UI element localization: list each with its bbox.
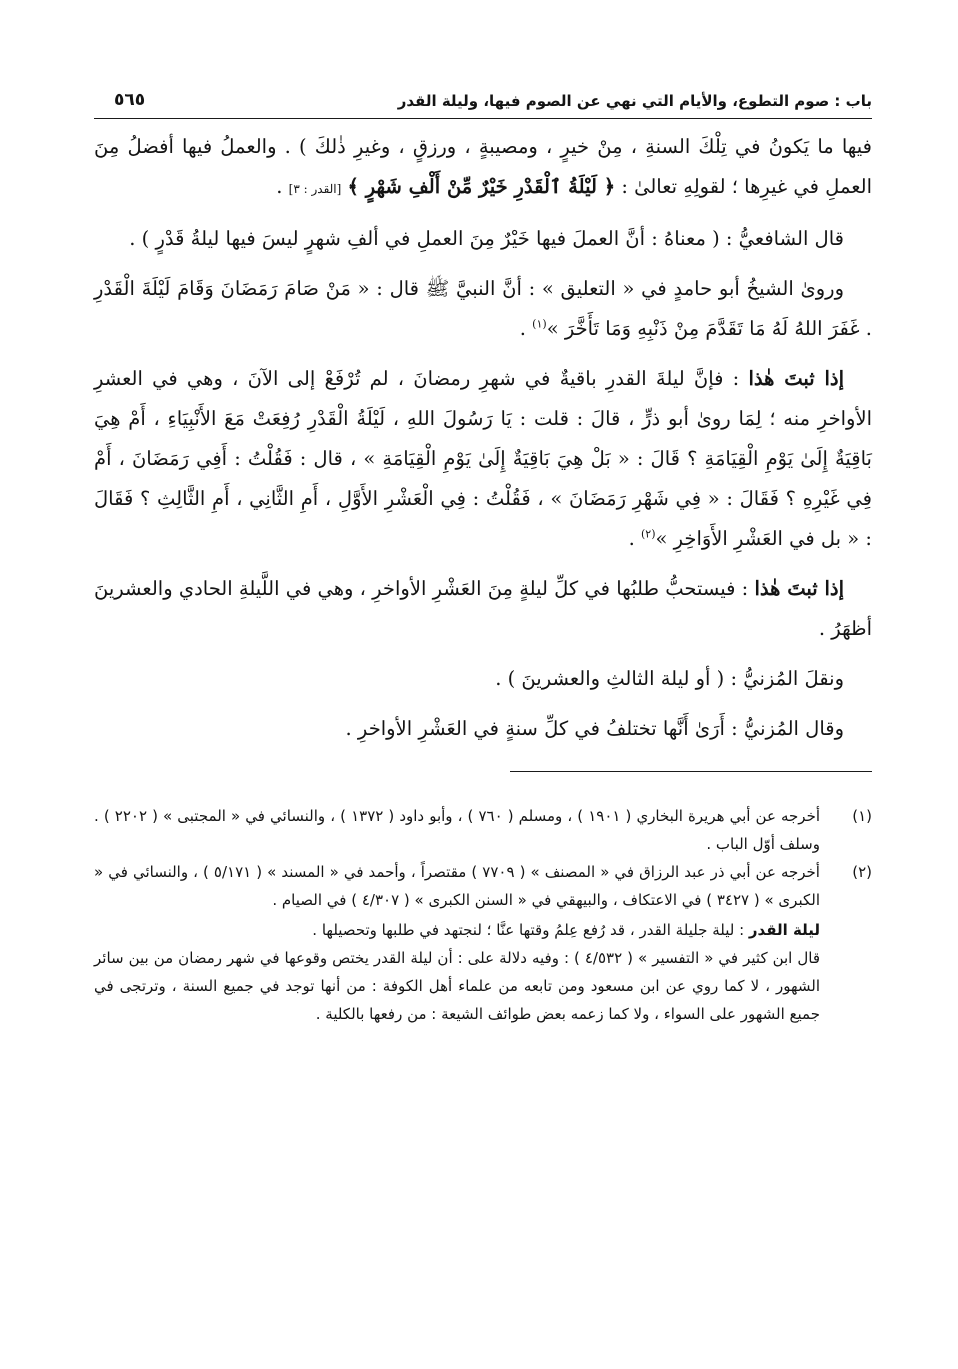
- paragraph-1: [94, 127, 872, 209]
- footnote-2-text: أخرجه عن أبي ذر عبد الرزاق في « المصنف » ( ٧٧٠٩ ) مقتصراً ، وأحمد في « المسند » ( ٥/١٧١ ) ، والنسائي في « الكبرى » ( ٣٤٢٧ ) في الاعتكاف ، والبيهقي في « السنن الكبرى » ( ٤/٣٠٧ ) في الصيام .: [94, 863, 820, 909]
- paragraph-3: [94, 269, 872, 349]
- paragraph-4: [94, 359, 872, 559]
- paragraph-4-text: : فإنَّ ليلةَ القدرِ باقيةٌ في شهرِ رمضانَ ، لم تُرْفَعْ إلى الآنَ ، وهي في العشرِ الأواخرِ منه ؛ لِمَا رویٰ أبو ذرٍّ ، قالَ : قلت : يَا رَسُولَ اللهِ ، لَيْلَةُ الْقَدْرِ رُفِعَتْ مَعَ الأَنْبِيَاءِ ، أَمْ هِيَ بَاقِيَةٌ إِلَىٰ يَوْمِ الْقِيَامَةِ ؟ قَالَ : « بَلْ هِيَ بَاقِيَةٌ إِلَىٰ يَوْمِ الْقِيَامَةِ » ، قال : فَقُلْتُ : أَفِي رَمَضَانَ ، أَمْ فِي غَيْرِهِ ؟ فَقَالَ : « فِي شَهْرِ رَمَضَانَ » ، فَقُلْتُ : فِي الْعَشْرِ الأَوَّلِ ، أَمِ الثَّانِي ، أَمِ الثَّالِثِ ؟ فَقَالَ : « بل في العَشْرِ الأَوَاخِرِ »: [94, 367, 872, 550]
- main-text: [94, 127, 872, 749]
- footnote-marker-2[interactable]: (٢): [640, 527, 656, 541]
- running-header: [94, 84, 872, 119]
- paragraph-6: ونقلَ المُزنيُّ : ( أو ليلة الثالثِ والعشرينَ ) .: [495, 667, 844, 690]
- editor-note-text: : ليلة جليلة القدر ، قد رُفع عِلمُ وقتها عنَّا ؛ لنجتهد في طلبها وتحصيلها .: [312, 921, 749, 939]
- editor-note-label: ليلة القدر: [748, 921, 820, 939]
- paragraph-3-text: ورویٰ الشيخُ أبو حامدٍ في « التعليق » : أنَّ النبيَّ ﷺ قال : « مَنْ صَامَ رَمَضَانَ وَقَامَ لَيْلَةَ الْقَدْرِ . غَفَرَ اللهُ لَهُ مَا تَقَدَّمَ مِنْ ذَنْبِهِ وَمَا تَأَخَّرَ »: [94, 277, 872, 340]
- page-number: ٥٦٥: [114, 90, 146, 110]
- paragraph-5-lead: إذا ثبتَ هٰذا: [754, 577, 844, 600]
- chapter-title: باب : صوم التطوع، والأيام التي نهي عن الصوم فيها، وليلة القدر: [397, 92, 872, 110]
- footnote-1-number: (١): [852, 807, 872, 825]
- footnote-1: [94, 802, 872, 858]
- paragraph-1-end: .: [276, 175, 289, 198]
- paragraph-4-end: .: [628, 527, 641, 550]
- footnote-separator: [510, 771, 872, 772]
- footnote-2: [94, 858, 872, 914]
- paragraph-7: وقال المُزنيُّ : أَرَىٰ أَنَّها تختلفُ في كلِّ سنةٍ في العَشْرِ الأواخرِ .: [345, 717, 844, 740]
- paragraph-4-lead: إذا ثبتَ هٰذا: [748, 367, 844, 390]
- quran-reference: [القدر : ٣]: [288, 182, 342, 196]
- paragraph-2: قال الشافعيُّ : ( معناهُ : أنَّ العملَ فيها خَيْرٌ مِنَ العملِ في ألفِ شهرٍ ليسَ فيها ليلةُ قَدْرٍ ) .: [129, 227, 844, 250]
- footnote-1-text: أخرجه عن أبي هريرة البخاري ( ١٩٠١ ) ، ومسلم ( ٧٦٠ ) ، وأبو داود ( ١٣٧٢ ) ، والنسائي في « المجتبى » ( ٢٢٠٢ ) . وسلف أوّل الباب .: [94, 807, 821, 853]
- paragraph-5-text: : فيستحبُّ طلبُها في كلِّ ليلةٍ مِنَ العَشْرِ الأواخرِ ، وهي في اللَّيلةِ الحادي والعشرينَ أظهَرُ .: [94, 577, 872, 640]
- editor-note-line-1: [94, 916, 820, 944]
- footnote-marker-1[interactable]: (١): [532, 317, 547, 331]
- footnotes: [94, 802, 872, 1028]
- footnote-2-number: (٢): [852, 863, 872, 881]
- paragraph-1-text: فيها ما يَكونُ في تِلْكَ السنةِ ، مِنْ خيرٍ ، ومصيبةٍ ، ورزقٍ ، وغيرِ ذٰلكَ ) . والعملُ فيها أفضلُ مِنَ العملِ في غيرِها ؛ لقولِهِ تعالىٰ :: [94, 135, 872, 198]
- editor-note: [94, 916, 872, 1028]
- paragraph-5: [94, 569, 872, 649]
- editor-note-line-2: قال ابن كثير في « التفسير » ( ٤/٥٣٢ ) : وفيه دلالة على : أن ليلة القدر يختص وقوعها في شهر رمضان من بين سائر الشهور ، لا كما روي عن ابن مسعود ومن تابعه من علماء أهل الكوفة : من أنها توجد في جميع السنة ، وترتجى في جميع الشهور على السواء ، ولا كما زعمه بعض طوائف الشيعة : من رفعها بالكلية .: [94, 949, 820, 1023]
- book-page: [94, 84, 872, 1314]
- paragraph-3-end: .: [519, 317, 533, 340]
- quran-verse: ﴿ لَيْلَةُ ٱلْقَدْرِ خَيْرٌ مِّنْ أَلْفِ شَهْرٍ ﴾: [347, 175, 616, 198]
